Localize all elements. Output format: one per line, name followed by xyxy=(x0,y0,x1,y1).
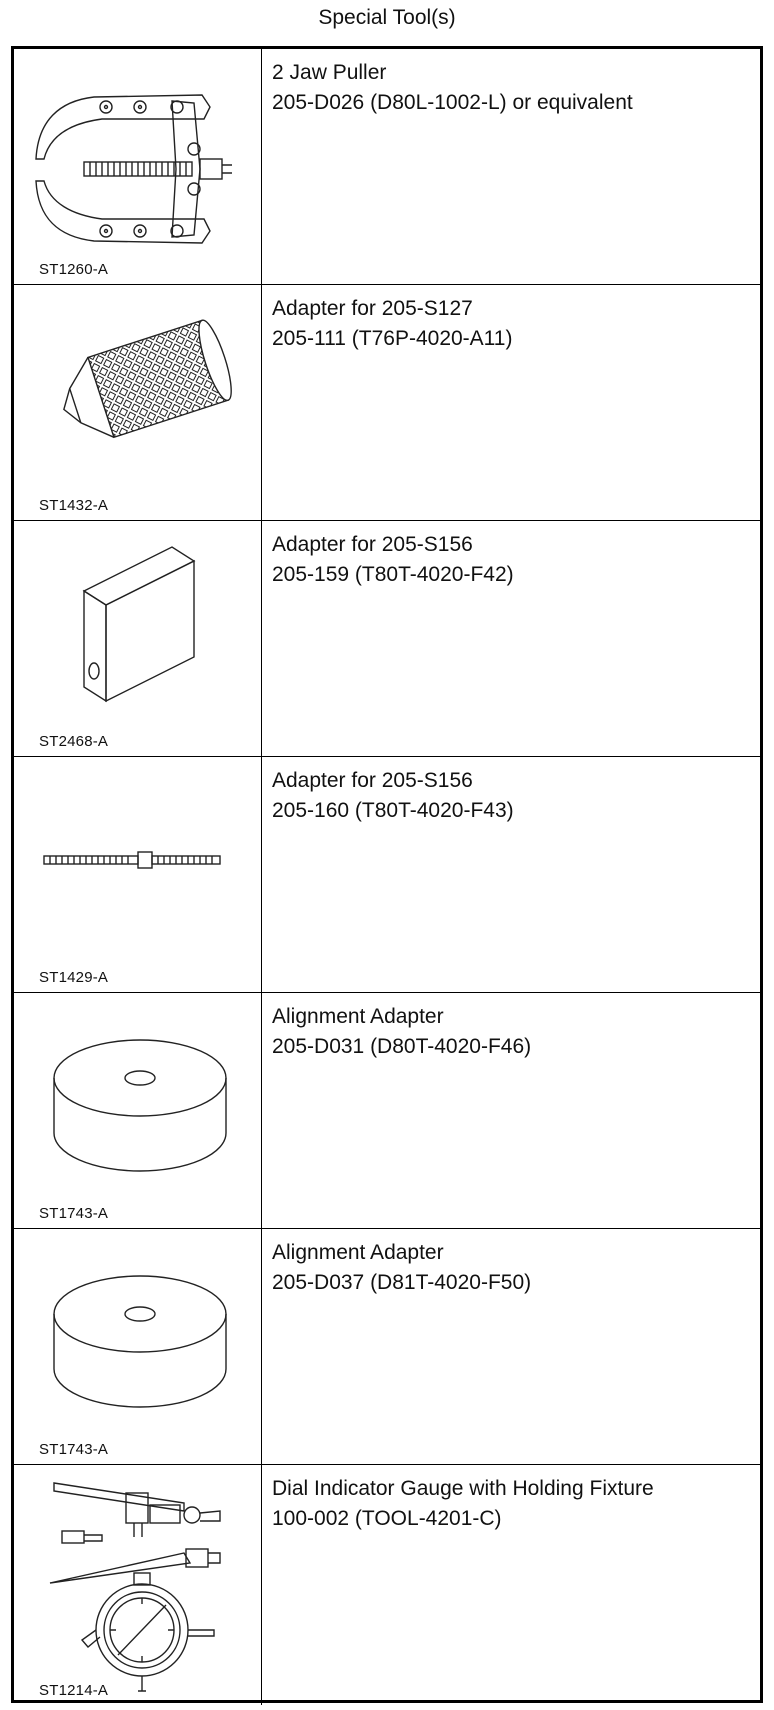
tool-name: Dial Indicator Gauge with Holding Fixture xyxy=(272,1477,654,1500)
disc-adapter-icon xyxy=(14,1229,262,1465)
jaw-puller-icon xyxy=(14,49,262,285)
tool-name: Alignment Adapter xyxy=(272,1241,444,1264)
illustration-cell xyxy=(14,993,262,1228)
special-tools-table xyxy=(11,46,763,1703)
knurled-adapter-icon xyxy=(14,285,262,521)
illustration-code: ST1429-A xyxy=(39,969,109,986)
tool-number: 205-D026 (D80L-1002-L) or equivalent xyxy=(272,91,633,114)
illustration-code: ST1214-A xyxy=(39,1682,109,1699)
table-row xyxy=(14,1465,760,1705)
tool-number: 205-D037 (D81T-4020-F50) xyxy=(272,1271,532,1294)
threaded-rod-icon xyxy=(14,757,262,993)
illustration-code: ST1432-A xyxy=(39,497,109,514)
illustration-cell xyxy=(14,1465,262,1705)
tool-name: Adapter for 205-S127 xyxy=(272,297,473,320)
tool-description-cell xyxy=(262,49,760,284)
tool-name: Adapter for 205-S156 xyxy=(272,769,473,792)
tool-description-cell xyxy=(262,757,760,992)
tool-number: 205-160 (T80T-4020-F43) xyxy=(272,799,514,822)
tool-name: Adapter for 205-S156 xyxy=(272,533,473,556)
illustration-cell xyxy=(14,521,262,756)
dial-indicator-icon xyxy=(14,1465,262,1705)
illustration-code: ST1743-A xyxy=(39,1205,109,1222)
tool-name: Alignment Adapter xyxy=(272,1005,444,1028)
illustration-code: ST1260-A xyxy=(39,261,109,278)
table-row xyxy=(14,285,760,521)
table-row xyxy=(14,521,760,757)
table-row xyxy=(14,993,760,1229)
tool-name: 2 Jaw Puller xyxy=(272,61,387,84)
tool-description-cell xyxy=(262,521,760,756)
illustration-code: ST1743-A xyxy=(39,1441,109,1458)
tool-number: 205-111 (T76P-4020-A11) xyxy=(272,327,513,350)
tool-number: 205-159 (T80T-4020-F42) xyxy=(272,563,514,586)
disc-adapter-icon xyxy=(14,993,262,1229)
tool-description-cell xyxy=(262,993,760,1228)
block-adapter-icon xyxy=(14,521,262,757)
tool-description-cell xyxy=(262,285,760,520)
tool-number: 205-D031 (D80T-4020-F46) xyxy=(272,1035,532,1058)
illustration-cell xyxy=(14,757,262,992)
table-row xyxy=(14,1229,760,1465)
tool-number: 100-002 (TOOL-4201-C) xyxy=(272,1507,502,1530)
illustration-cell xyxy=(14,1229,262,1464)
table-row xyxy=(14,49,760,285)
tool-description-cell xyxy=(262,1465,760,1705)
illustration-code: ST2468-A xyxy=(39,733,109,750)
table-row xyxy=(14,757,760,993)
page-title: Special Tool(s) xyxy=(318,6,456,29)
illustration-cell xyxy=(14,49,262,284)
illustration-cell xyxy=(14,285,262,520)
tool-description-cell xyxy=(262,1229,760,1464)
